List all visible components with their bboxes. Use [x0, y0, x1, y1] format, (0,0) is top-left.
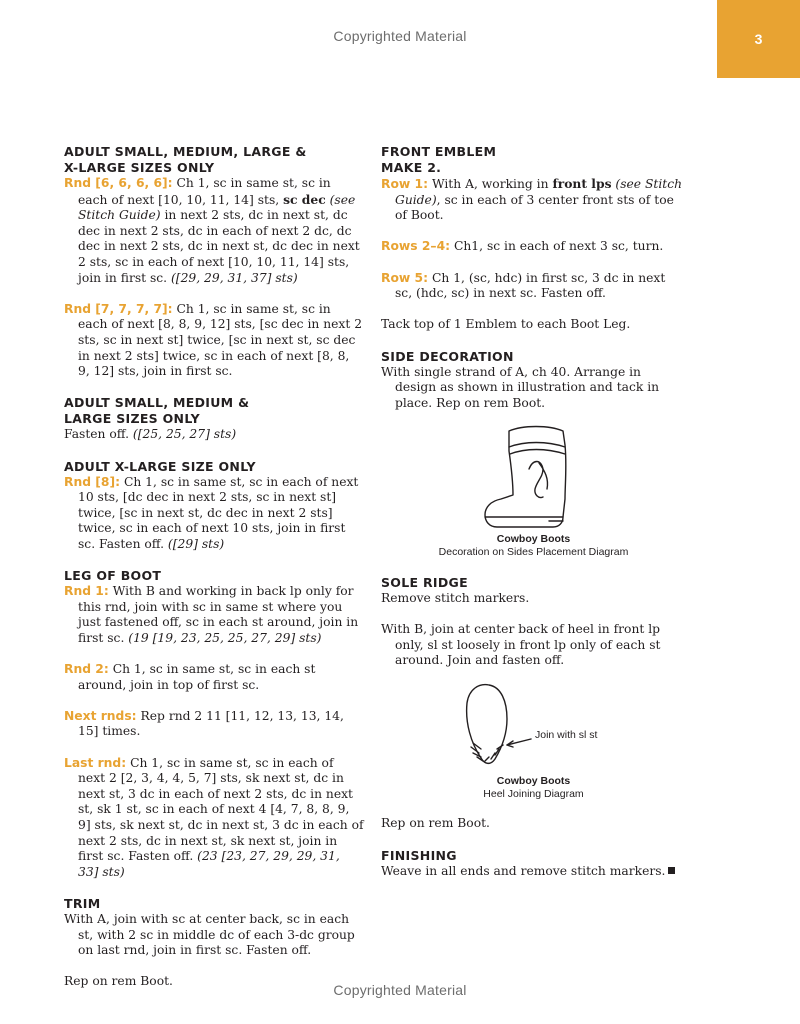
instruction-rows-2-4: Rows 2–4: Ch1, sc in each of next 3 sc, turn.: [381, 239, 664, 254]
instruction-sole-ridge: With B, join at center back of heel in front lp only, sl st loosely in front lp only of each st around. Join and fasten off.: [381, 622, 661, 668]
diagram-2-title: Cowboy Boots: [496, 774, 571, 787]
page-number: 3: [754, 31, 763, 47]
copyright-header: Copyrighted Material: [333, 28, 467, 44]
end-mark-icon: [668, 867, 675, 874]
heading-sole-ridge: SOLE RIDGE: [381, 574, 468, 590]
instruction-rnd-7: Rnd [7, 7, 7, 7]: Ch 1, sc in same st, sc in each of next [8, 8, 9, 12] sts, [sc dec in next 2 sts, sc in next st] twice, [sc in next st, sc dec in next 2 sts] twice, sc in each of next [8, 8, 9, 12] sts, join in first sc.: [64, 301, 363, 379]
instruction-leg-rnd-2: Rnd 2: Ch 1, sc in same st, sc in each st around, join in top of first sc.: [64, 662, 316, 692]
instruction-leg-rnd-1: Rnd 1: With B and working in back lp only for this rnd, join with sc in same st where you just fastened off, sc in each st around, join in first sc. (19 [19, 23, 25, 25, 27, 29] sts): [64, 584, 359, 645]
page-number-tab: [717, 0, 800, 78]
instruction-rnd-6: Rnd [6, 6, 6, 6]: Ch 1, sc in same st, sc in each of next [10, 10, 11, 14] sts, sc dec (see Stitch Guide) in next 2 sts, dc in next st, dc dec in next 2 sts, dc in each of next 2 dc, dc dec in next 2 sts, dc in next st, dc dec in next 2 sts, sc in each of next [10, 10, 11, 14] sts, join in first sc. ([29, 29, 31, 37] sts): [64, 176, 360, 285]
instruction-row-1: Row 1: With A, working in front lps (see Stitch Guide), sc in each of 3 center front sts of toe of Boot.: [381, 176, 683, 223]
boot-illustration: [479, 421, 589, 533]
left-column: [64, 144, 364, 990]
instruction-trim: With A, join with sc at center back, sc in each st, with 2 sc in middle dc of each 3-dc group on last rnd, join in first sc. Fasten off.: [64, 911, 355, 958]
heading-adult-xlarge: ADULT X-LARGE SIZE ONLY: [64, 458, 256, 474]
instruction-next-rnds: Next rnds: Rep rnd 2 11 [11, 12, 13, 13, 14, 15] times.: [64, 708, 344, 739]
instruction-rep-rem-boot: Rep on rem Boot.: [381, 816, 490, 831]
right-column: [381, 144, 686, 879]
copyright-footer: Copyrighted Material: [333, 982, 467, 998]
side-decoration-diagram: [381, 421, 686, 559]
instruction-tack-emblem: Tack top of 1 Emblem to each Boot Leg.: [381, 317, 631, 332]
instruction-rep-boot: Rep on rem Boot.: [64, 974, 173, 989]
join-with-sl-st-label: Join with sl st: [535, 728, 598, 741]
heading-leg-of-boot: LEG OF BOOT: [64, 568, 162, 584]
instruction-side-decoration: With single strand of A, ch 40. Arrange in design as shown in illustration and tack in place. Rep on rem Boot.: [381, 364, 660, 410]
heading-side-decoration: SIDE DECORATION: [381, 348, 514, 364]
instruction-last-rnd: Last rnd: Ch 1, sc in same st, sc in each of next 2 [2, 3, 4, 4, 5, 7] sts, sk next st, dc in next st, 3 dc in each of next 2 sts, dc in next st, sk 1 st, sc in each of next 4 [4, 7, 8, 8, 9, 9] sts, sk next st, dc in next st, 3 dc in each of next 2 sts, dc in next st, sk next st, join in first sc. Fasten off. (23 [23, 27, 29, 29, 31, 33] sts): [64, 755, 364, 879]
instruction-finishing: Weave in all ends and remove stitch markers.: [381, 864, 686, 880]
heading-trim: TRIM: [64, 895, 101, 911]
diagram-1-subtitle: Decoration on Sides Placement Diagram: [438, 546, 629, 559]
diagram-2-subtitle: Heel Joining Diagram: [483, 787, 584, 800]
heel-joining-diagram: [381, 683, 686, 801]
heading-finishing: FINISHING: [381, 847, 457, 863]
sole-illustration: [451, 683, 631, 769]
instruction-row-5: Row 5: Ch 1, (sc, hdc) in first sc, 3 dc in next sc, (hdc, sc) in next sc. Fasten off.: [381, 270, 666, 301]
instruction-fasten-off: Fasten off. ([25, 25, 27] sts): [64, 427, 237, 442]
instruction-rnd-8: Rnd [8]: Ch 1, sc in same st, sc in each of next 10 sts, [dc dec in next 2 sts, sc in next st] twice, [sc in next st, dc dec in next 2 sts] twice, sc in each of next 10 sts, join in first sc. Fasten off. ([29] sts): [64, 474, 359, 551]
heading-adult-all-sizes: ADULT SMALL, MEDIUM, LARGE & X-LARGE SIZES ONLY: [64, 144, 307, 175]
heading-adult-small-medium-large: ADULT SMALL, MEDIUM & LARGE SIZES ONLY: [64, 395, 250, 427]
diagram-1-title: Cowboy Boots: [496, 533, 571, 546]
instruction-remove-markers: Remove stitch markers.: [381, 590, 530, 605]
heading-front-emblem: FRONT EMBLEM MAKE 2.: [381, 144, 497, 175]
